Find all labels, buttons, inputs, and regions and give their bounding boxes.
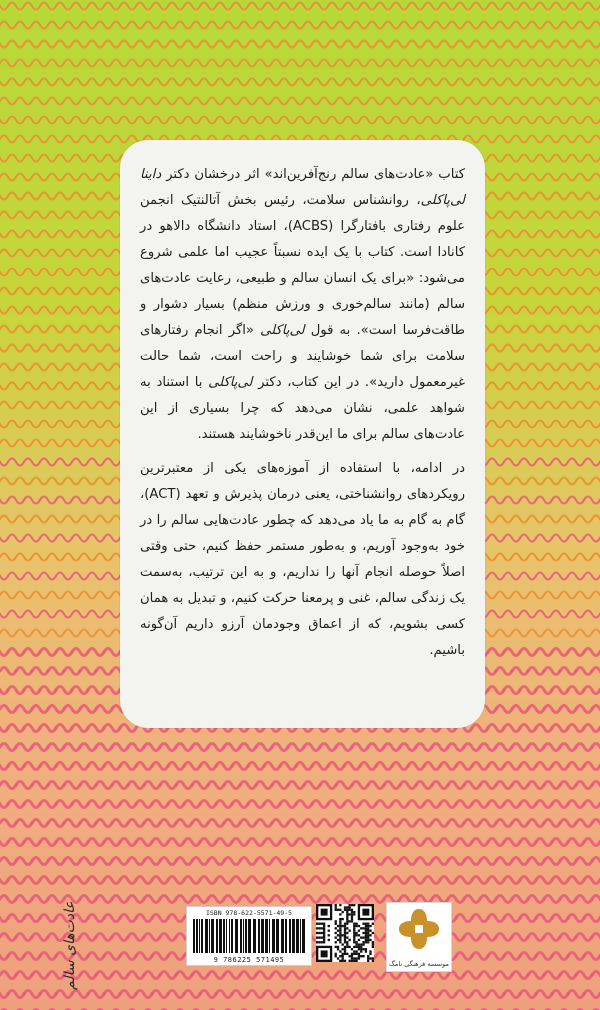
qr-code-icon xyxy=(316,904,374,962)
blurb-paragraph-2: در ادامه، با استفاده از آموزه‌های یکی از معتبرترین رویکردهای روانشناختی، یعنی درمان پذیرش و تعهد (ACT)، گام به گام به ما یاد می‌دهد که چطور عادت‌هایی سالم را در خود به‌وجود آوریم، و به‌طور مستمر حفظ کنیم، حتی وقتی اصلاً حوصله انجام آنها را نداریم، و به این ترتیب، به‌سمت یک زندگی سالم، غنی و پرمعنا حرکت کنیم، و تبدیل به همان کسی بشویم، که از اعماق وجودمان آرزو داریم آن‌گونه باشیم. xyxy=(140,461,465,658)
blurb-paragraph-1: کتاب «عادت‌های سالم رنج‌آفرین‌اند» اثر درخشان دکتر داینا لی‌پاکلی، روانشناس سلامت، رئیس بخش آتالنتیک انجمن علوم رفتاری بافتارگرا (ACBS)، استاد دانشگاه دالاهو در کانادا است. کتاب با یک ایده نسبتاً عجیب اما علمی شروع می‌شود: «برای یک انسان سالم و طبیعی، رعایت عادت‌های سالم (مانند سالم‌خوری و ورزش منظم) بسیار دشوار و طاقت‌فرسا است». به قول لی‌پاکلی «اگر انجام رفتارهای سلامت برای شما خوشایند و راحت است، شما حالت غیرمعمول دارید». در این کتاب، دکتر لی‌پاکلی با استناد به شواهد علمی، نشان می‌دهد که چرا بسیاری از این عادت‌های سالم برای ما این‌قدر ناخوشایند هستند. xyxy=(140,167,465,442)
isbn-label: ISBN 978-622-5571-49-5 xyxy=(205,909,293,917)
publisher-name: موسسه فرهنگی نامگ xyxy=(389,960,449,968)
spine-side-title: عادت‌های سالم xyxy=(62,901,78,990)
publisher-logo-icon xyxy=(387,903,451,955)
author-name: داینا لی‌پاکلی xyxy=(140,167,465,208)
author-name: لی‌پاکلی xyxy=(260,323,305,338)
blurb-text xyxy=(140,162,465,672)
author-name: لی‌پاکلی xyxy=(208,375,253,390)
isbn-digits: 9 786225 571495 xyxy=(213,956,285,964)
barcode-icon xyxy=(193,919,305,953)
isbn-barcode xyxy=(186,906,312,966)
publisher-logo xyxy=(386,902,452,972)
